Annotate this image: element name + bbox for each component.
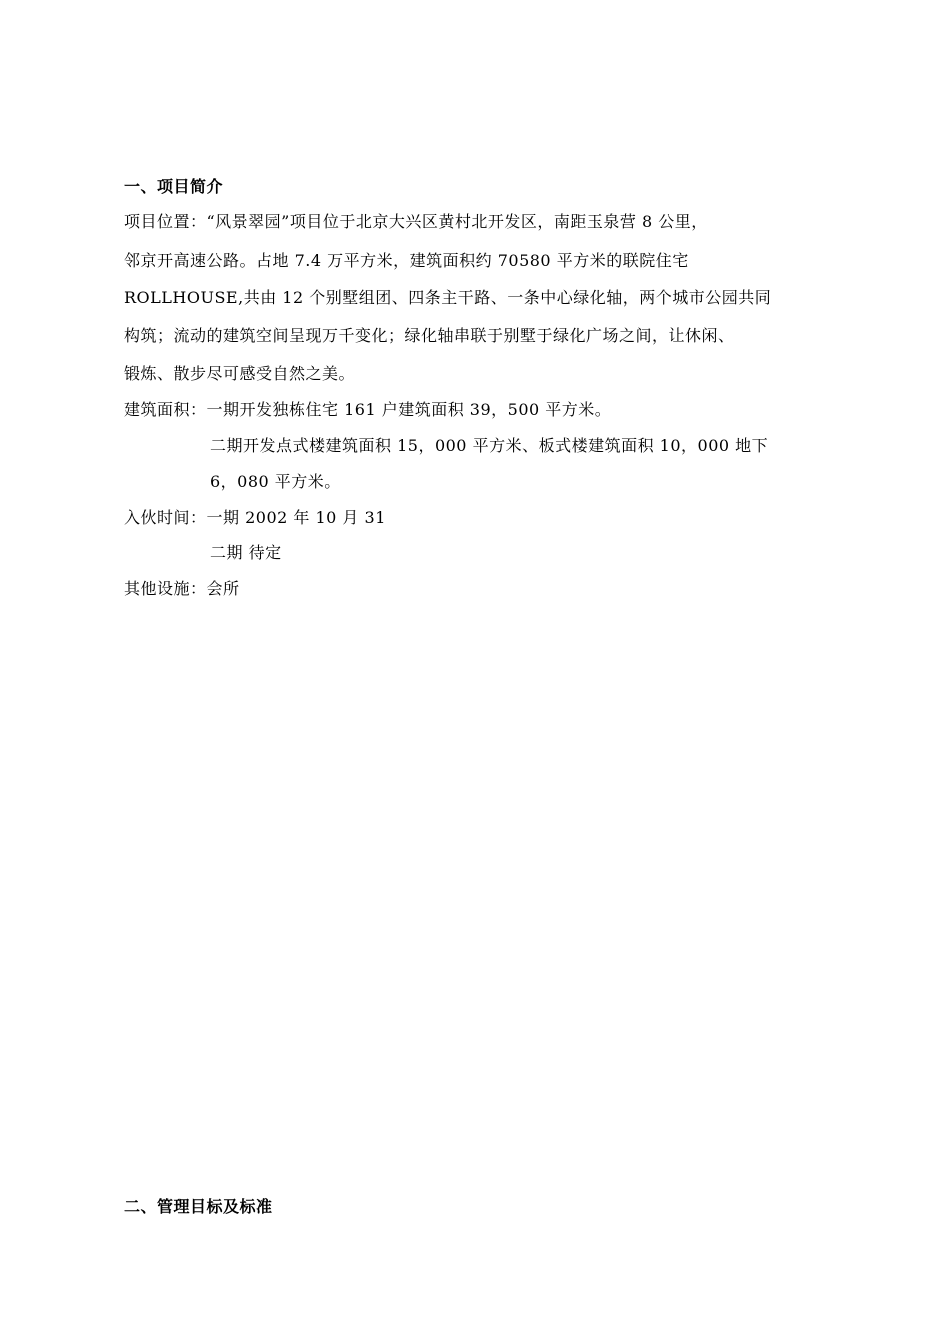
- location-line-5: 锻炼、散步尽可感受自然之美。: [124, 364, 356, 383]
- location-line-3: ROLLHOUSE,共由 12 个别墅组团、四条主干路、一条中心绿化轴，两个城市公园共同: [124, 288, 772, 307]
- other-facilities-line: 其他设施：会所: [124, 579, 240, 598]
- building-area-line-3: 6，080 平方米。: [210, 472, 341, 491]
- location-line-4: 构筑；流动的建筑空间呈现万千变化；绿化轴串联于别墅于绿化广场之间，让休闲、: [124, 326, 735, 345]
- location-line-1: 项目位置：“风景翠园”项目位于北京大兴区黄村北开发区，南距玉泉营 8 公里，: [124, 212, 708, 231]
- location-line-2: 邻京开高速公路。占地 7.4 万平方米，建筑面积约 70580 平方米的联院住宅: [124, 251, 689, 270]
- occupancy-time-line-2: 二期 待定: [210, 543, 282, 562]
- building-area-line-2: 二期开发点式楼建筑面积 15，000 平方米、板式楼建筑面积 10，000 地下: [210, 436, 769, 455]
- occupancy-time-line-1: 入伙时间：一期 2002 年 10 月 31: [124, 508, 386, 527]
- section-heading-project-intro: 一、项目简介: [124, 177, 224, 196]
- building-area-line-1: 建筑面积：一期开发独栋住宅 161 户建筑面积 39，500 平方米。: [124, 400, 612, 419]
- section-heading-management-goals: 二、管理目标及标准: [124, 1197, 273, 1216]
